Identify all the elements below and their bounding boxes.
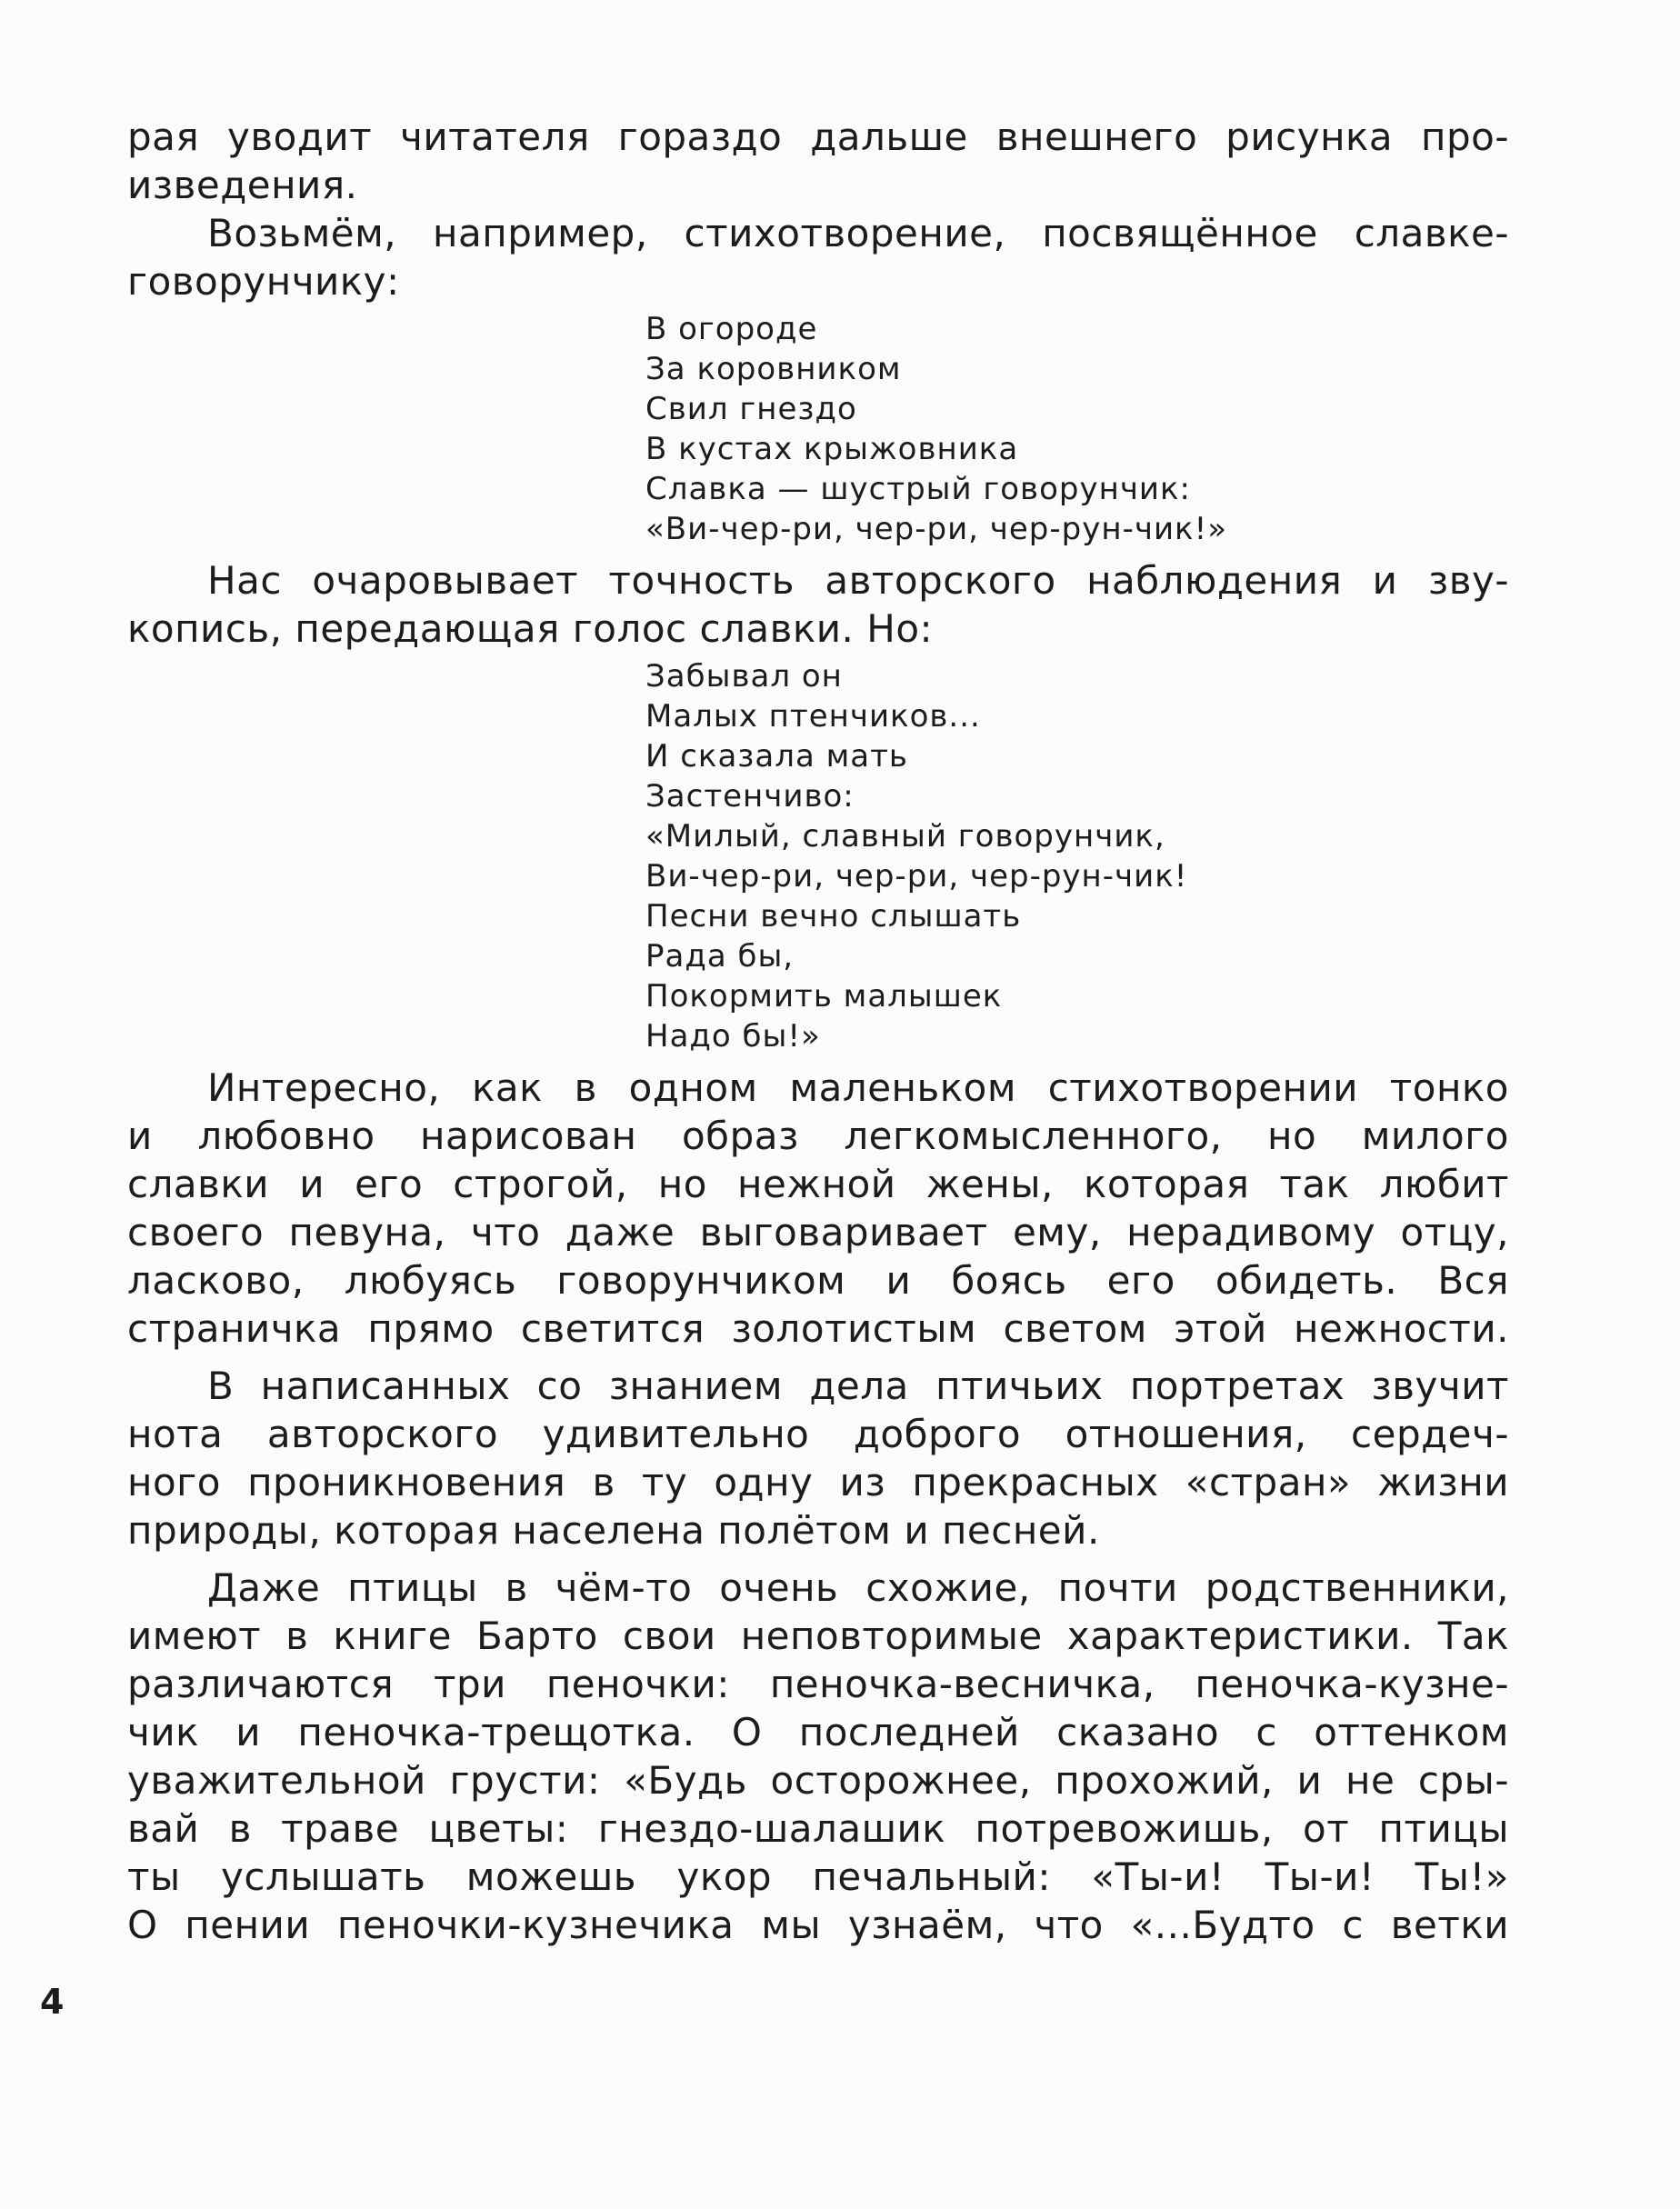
verse-line: «Милый, славный говорунчик, (645, 818, 1165, 855)
verse-line: Свил гнездо (645, 391, 857, 427)
text-line: своего певуна, что даже выговаривает ему, нерадивому отцу, (127, 1210, 1509, 1254)
paragraph (127, 1564, 1509, 1949)
text-line: уважительной грусти: «Будь осторожнее, прохожий, и не сры- (127, 1758, 1509, 1803)
verse-line: И сказала мать (645, 738, 908, 775)
text-line: нота авторского удивительно доброго отношения, сердеч- (127, 1412, 1509, 1456)
text-line: говорунчику: (127, 259, 400, 304)
text-line: различаются три пеночки: пеночка-весничка, пеночка-кузне- (127, 1662, 1509, 1706)
paragraph (127, 1362, 1509, 1554)
verse-line: «Ви-чер-ри, чер-ри, чер-рун-чик!» (645, 511, 1228, 547)
verse-line: За коровником (645, 351, 902, 387)
text-line: О пении пеночки-кузнечика мы узнаём, что «...Будто с ветки (127, 1903, 1509, 1947)
text-line: ласково, любуясь говорунчиком и боясь его обидеть. Вся (127, 1258, 1509, 1303)
text-line: копись, передающая голос славки. Но: (127, 606, 934, 651)
verse-line: Застенчиво: (645, 778, 855, 815)
paragraph (127, 209, 1509, 305)
text-line: ты услышать можешь укор печальный: «Ты-и! Ты-и! Ты!» (127, 1854, 1509, 1899)
text-line: славки и его строгой, но нежной жены, которая так любит (127, 1162, 1509, 1206)
paragraph (127, 556, 1509, 653)
verse-line: Ви-чер-ри, чер-ри, чер-рун-чик! (645, 858, 1188, 895)
text-line: чик и пеночка-трещотка. О последней сказано с оттенком (127, 1710, 1509, 1754)
verse-line: Песни вечно слышать (645, 898, 1022, 935)
verse-line: Надо бы!» (645, 1018, 821, 1055)
text-line: страничка прямо светится золотистым светом этой нежности. (127, 1306, 1509, 1351)
verse-line: Славка — шустрый говорунчик: (645, 471, 1192, 507)
text-line: изведения. (127, 163, 358, 207)
verse-block (127, 309, 1509, 549)
text-line: Нас очаровывает точность авторского наблюдения и зву- (207, 558, 1509, 603)
paragraph (127, 113, 1509, 209)
text-line: В написанных со знанием дела птичьих портретах звучит (207, 1364, 1509, 1408)
verse-line: Малых птенчиков... (645, 698, 981, 735)
text-line: ного проникновения в ту одну из прекрасных «стран» жизни (127, 1460, 1509, 1504)
verse-block (127, 656, 1509, 1056)
text-line: Даже птицы в чём-то очень схожие, почти родственники, (207, 1565, 1509, 1610)
verse-line: Забывал он (645, 658, 843, 695)
verse-line: В кустах крыжовника (645, 431, 1019, 467)
page-number: 4 (40, 1982, 65, 2022)
page-body (127, 113, 1509, 1949)
text-line: Возьмём, например, стихотворение, посвящённое славке- (207, 211, 1509, 255)
text-line: рая уводит читателя гораздо дальше внешнего рисунка про- (127, 115, 1509, 159)
paragraph (127, 1064, 1509, 1353)
text-line: вай в траве цветы: гнездо-шалашик потревожишь, от птицы (127, 1806, 1509, 1851)
text-line: и любовно нарисован образ легкомысленного, но милого (127, 1114, 1509, 1158)
verse-line: В огороде (645, 311, 818, 347)
verse-line: Рада бы, (645, 938, 795, 975)
text-line: природы, которая населена полётом и песней. (127, 1508, 1100, 1553)
text-line: имеют в книге Барто свои неповторимые характеристики. Так (127, 1614, 1509, 1658)
text-line: Интересно, как в одном маленьком стихотворении тонко (207, 1065, 1509, 1110)
verse-line: Покормить малышек (645, 978, 1003, 1015)
